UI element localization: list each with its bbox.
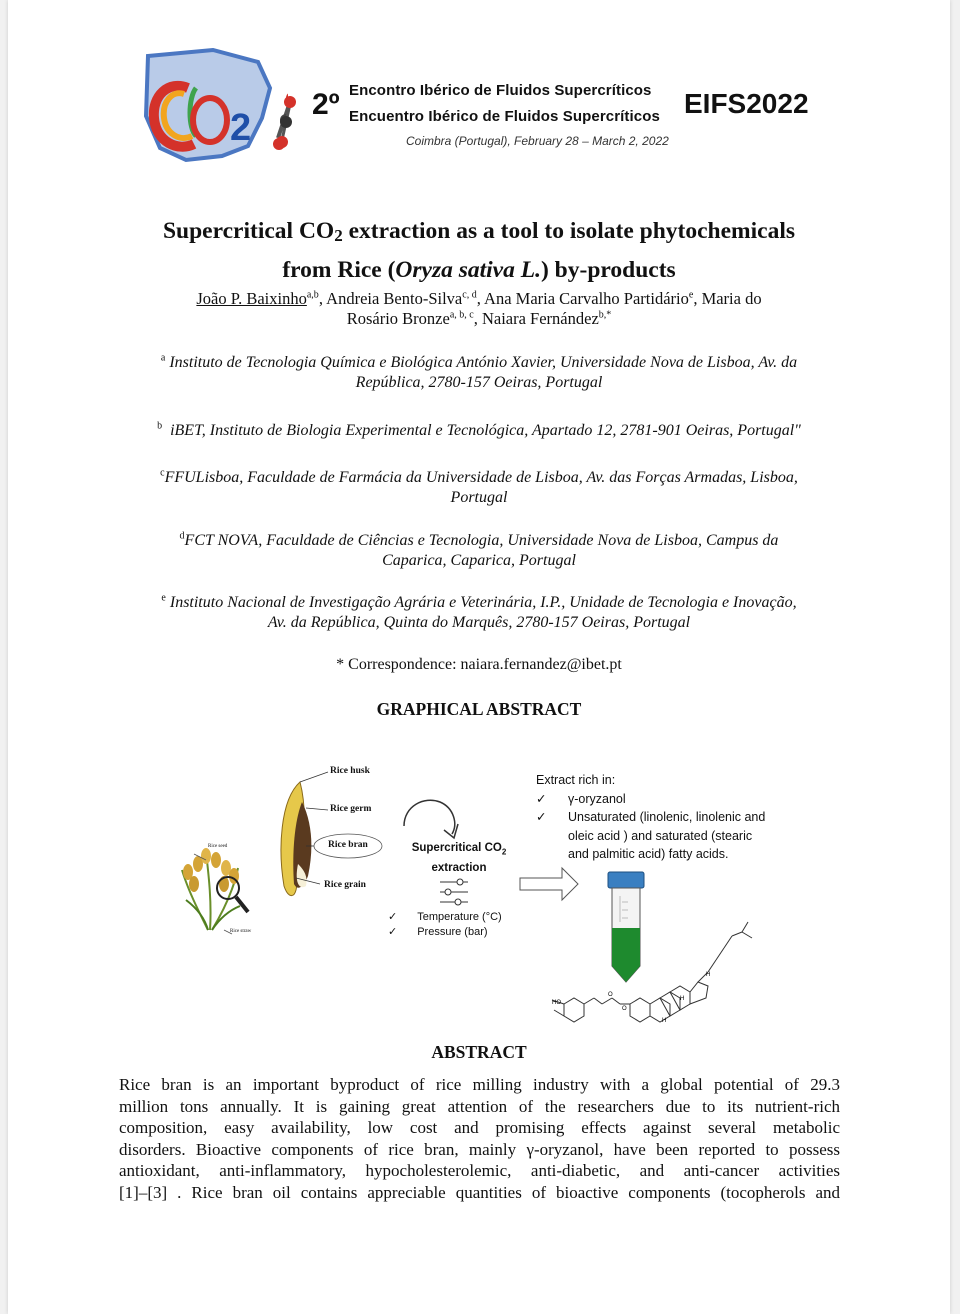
affiliation-a: $^a$ Instituto de Tecnologia Química e Biológica António Xavier, Universidade Nova de Lisboa, Av. da República, 2780-157 Oeiras, Portugal	[160, 352, 798, 391]
conditions-list	[388, 910, 502, 940]
document-page	[8, 0, 950, 1314]
conference-name-pt: Encontro Ibérico de Fluidos Supercríticos	[349, 82, 652, 99]
oryzanol-structure-icon	[552, 922, 752, 1022]
abstract-line: disorders. Bioactive components of rice bran, mainly γ-oryzanol, have been reported to possess	[119, 1139, 840, 1159]
falcon-tube-icon	[608, 872, 644, 982]
abstract-line: million tons annually. It is gaining great attention of the researchers due to its nutrient-rich	[119, 1096, 840, 1116]
mol-label-h3: H	[706, 972, 711, 978]
abstract-line: [1]–[3] . Rice bran oil contains appreciable quantities of bioactive components (tocopherols and	[119, 1182, 840, 1202]
label-rice-grain: Rice grain	[324, 880, 366, 890]
graphical-abstract-heading: GRAPHICAL ABSTRACT	[376, 699, 582, 719]
svg-text:2: 2	[230, 107, 252, 149]
conference-ordinal: 2º	[312, 88, 340, 121]
settings-sliders-icon	[440, 879, 468, 905]
conference-name-es: Encuentro Ibérico de Fluidos Supercríticos	[349, 108, 660, 125]
label-rice-straw: Rice straw	[230, 929, 252, 934]
label-rice-seed: Rice seed	[208, 844, 228, 849]
paper-title: Supercritical CO2 extraction as a tool to isolate phytochemicals from Rice (Oryza sativa L.) by-products	[162, 218, 796, 283]
extract-item-fatty-acids: ✓ Unsaturated (linolenic, linolenic and oleic acid ) and saturated (stearic and palmitic acid) fatty acids.	[536, 810, 766, 861]
affiliation-d: $^d$FCT NOVA, Faculdade de Ciências e Tecnologia, Universidade Nova de Lisboa, Campus da Caparica, Caparica, Portugal	[179, 530, 779, 569]
correspondence: * Correspondence: naiara.fernandez@ibet.pt	[336, 656, 622, 673]
label-rice-germ: Rice germ	[330, 804, 372, 814]
label-rice-husk: Rice husk	[330, 766, 370, 776]
mol-label-h1: H	[680, 996, 685, 1002]
rice-plant-icon	[182, 848, 248, 934]
mol-label-o2: O	[622, 1006, 627, 1012]
molecule-icon	[276, 92, 298, 152]
author-baixinho: João P. Baixinho	[196, 289, 307, 308]
mol-label-ho: HO	[552, 1000, 561, 1006]
conference-place: Coimbra (Portugal), February 28 – March 2, 2022	[406, 134, 669, 148]
affiliation-e: $^e$ Instituto Nacional de Investigação Agrária e Veterinária, I.P., Unidade de Tecnologia e Inovação, Av. da República, Quinta do Marquês, 2780-157 Oeiras, Portugal	[161, 592, 797, 631]
mol-label-h2: H	[662, 1018, 667, 1024]
extract-title: Extract rich in:	[536, 773, 616, 787]
abstract-heading: ABSTRACT	[431, 1042, 527, 1062]
mol-label-o: O	[608, 992, 613, 998]
graphical-abstract-figure	[168, 760, 818, 1035]
label-rice-bran: Rice bran	[328, 840, 368, 850]
rice-grain-icon	[281, 772, 382, 896]
condition-pressure: ✓ Pressure (bar)	[388, 926, 488, 938]
conference-acronym: EIFS2022	[684, 88, 809, 119]
affiliation-b: $^b$ iBET, Instituto de Biologia Experimental e Tecnológica, Apartado 12, 2781-901 Oeiras, Portugal"	[157, 420, 801, 439]
abstract-line: Rice bran is an important byproduct of rice milling industry with a global potential of 29.3	[119, 1075, 840, 1094]
author-list: João P. Baixinho$^{a,b}$, Andreia Bento-Silva$^{c, d}$, Ana Maria Carvalho Partidário$^e$, Maria do Rosário Bronze$^{a, b, c}$, Naiara Fernández$^{b,*}$	[196, 289, 762, 328]
process-label: Supercritical $CO_2$ extraction	[411, 842, 507, 875]
conference-logo	[138, 48, 288, 168]
extract-list	[536, 771, 816, 864]
extract-item-oryzanol: ✓ γ-oryzanol	[536, 791, 626, 806]
curved-arrow-icon	[404, 800, 458, 838]
condition-temperature: ✓ Temperature (°C)	[388, 911, 502, 923]
abstract-body	[119, 1074, 840, 1204]
right-arrow-icon	[520, 868, 578, 900]
affiliation-c: $^c$FFULisboa, Faculdade de Farmácia da Universidade de Lisboa, Av. das Forças Armadas, Lisboa, Portugal	[160, 467, 798, 506]
abstract-line: antioxidant, anti-inflammatory, hypocholesterolemic, anti-diabetic, and anti-cancer activities	[119, 1161, 840, 1181]
abstract-line: composition, easy availability, low cost and promising effects against several metabolic	[119, 1118, 840, 1138]
